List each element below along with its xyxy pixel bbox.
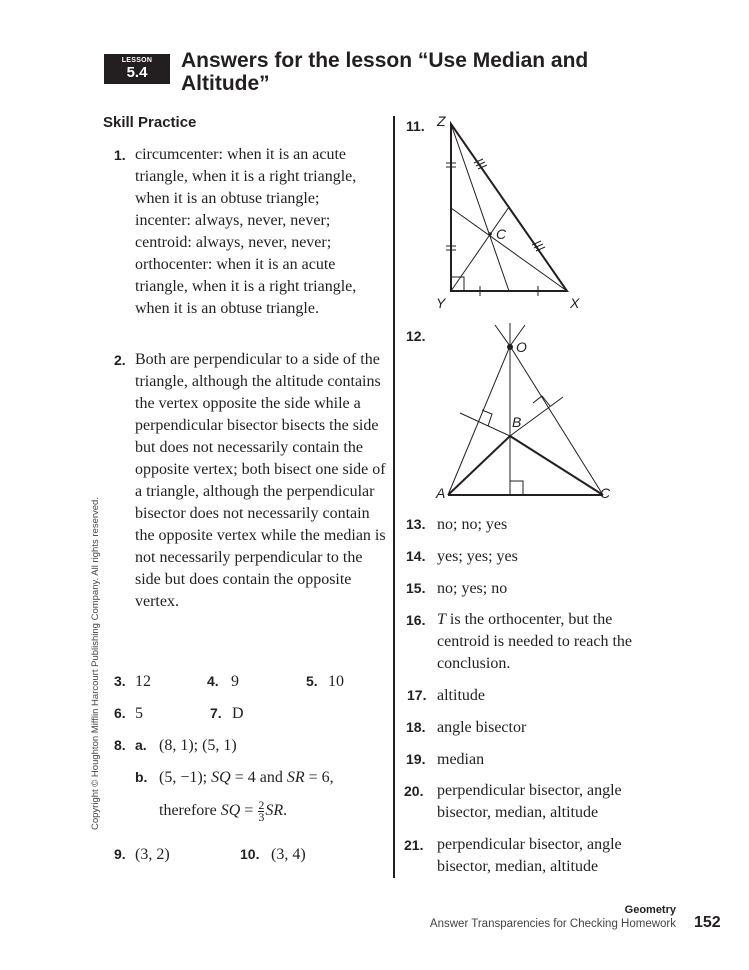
answer-text: no; no; yes <box>437 516 508 533</box>
math-var: SQ <box>211 769 231 786</box>
answer-text: perpendicular bisector, angle bisector, median, altitude <box>437 782 622 821</box>
answer-1 <box>114 144 379 320</box>
point-label-b: B <box>512 414 522 430</box>
answer-number: 4. <box>207 673 219 689</box>
answer-text: therefore <box>159 802 221 820</box>
answer-text: is the orthocenter, but the centroid is needed to reach the conclusion. <box>437 611 633 672</box>
answer-number: 16. <box>406 612 426 628</box>
answer-7 <box>210 702 244 725</box>
answer-number: 6. <box>114 705 126 721</box>
point-label-c: C <box>496 226 507 242</box>
answer-text: 10 <box>328 673 344 690</box>
answer-number: 18. <box>406 719 426 735</box>
answer-text: (3, 2) <box>135 846 170 863</box>
answer-number: 19. <box>406 751 426 767</box>
answer-14 <box>406 545 518 568</box>
answer-20 <box>404 780 654 824</box>
answer-text: (8, 1); (5, 1) <box>159 737 237 754</box>
lesson-badge-label: LESSON <box>121 57 153 64</box>
answer-text: altitude <box>437 687 485 704</box>
answer-number: 13. <box>406 516 426 532</box>
answer-text: perpendicular bisector, angle bisector, median, altitude <box>437 836 622 875</box>
math-var: T <box>437 611 446 628</box>
answer-number: 15. <box>406 580 426 596</box>
answer-13 <box>406 513 507 536</box>
answer-text: (5, −1); <box>159 769 212 786</box>
vertex-label-c: C <box>600 485 611 501</box>
page-title: Answers for the lesson “Use Median and Altitude” <box>181 49 589 95</box>
answer-4 <box>207 670 239 693</box>
answer-number: 10. <box>240 846 260 862</box>
lesson-badge <box>104 54 170 84</box>
answer-text: no; yes; no <box>437 580 508 597</box>
section-title: Skill Practice <box>103 114 197 131</box>
answer-8a <box>114 734 237 757</box>
footer-subject: Geometry <box>624 904 676 916</box>
triangle-abc-diagram <box>400 315 620 505</box>
fraction-numerator: 2 <box>258 798 265 812</box>
lesson-badge-number: 5.4 <box>126 64 148 81</box>
answer-number: 3. <box>114 673 126 689</box>
answer-part-label: a. <box>135 737 147 753</box>
answer-text: = 6, <box>304 769 334 786</box>
answer-21 <box>404 834 654 878</box>
answer-text: . <box>283 802 288 820</box>
answer-number: 12. <box>406 328 426 344</box>
fraction <box>258 800 264 823</box>
answer-5 <box>306 670 344 693</box>
answer-18 <box>406 716 526 739</box>
answer-15 <box>406 577 507 600</box>
answer-number: 20. <box>404 783 424 799</box>
answer-text: (3, 4) <box>271 846 306 863</box>
vertex-label-x: X <box>570 295 580 311</box>
math-var: SR <box>265 802 284 820</box>
answer-9 <box>114 843 170 866</box>
answer-text: Both are perpendicular to a side of the triangle, although the altitude contains the vertex opposite the side while a perpendicular bisector bisects the side but does not necessarily contain the opposite vertex; both bisect one side of a triangle, although the perpendicular bisector does not necessarily contain the opposite vertex while the median is not necessarily perpendicular to the side but does contain the opposite vertex. <box>135 351 386 610</box>
answer-text: 12 <box>135 673 151 690</box>
answer-10 <box>240 843 306 866</box>
triangle-zyx-diagram <box>400 105 600 315</box>
answer-number: 7. <box>210 705 222 721</box>
answer-number: 9. <box>114 846 126 862</box>
fraction-denominator: 3 <box>258 810 265 824</box>
answer-text: yes; yes; yes <box>437 548 518 565</box>
answer-number: 8. <box>114 737 126 753</box>
answer-number: 21. <box>404 837 424 853</box>
answer-19 <box>406 748 484 771</box>
answer-2 <box>114 349 389 613</box>
answer-17 <box>407 684 485 707</box>
math-var: SQ <box>220 802 241 820</box>
answer-number: 2. <box>114 352 126 368</box>
answer-text: 9 <box>231 673 239 690</box>
page-number: 152 <box>694 914 721 931</box>
answer-number: 14. <box>406 548 426 564</box>
answer-text: circumcenter: when it is an acute triangle, when it is a right triangle, when it is an obtuse triangle; incenter: always, never, never; centroid: always, never, never; orthocenter: when it is an acute triangle, when it is a right triangle, when it is an obtuse triangle. <box>135 146 357 317</box>
vertex-label-a: A <box>436 485 446 501</box>
answer-number: 11. <box>406 118 425 134</box>
vertex-label-y: Y <box>436 295 446 311</box>
answer-number: 5. <box>306 673 318 689</box>
answer-text: 5 <box>135 705 143 722</box>
answer-number: 17. <box>407 687 427 703</box>
math-var: SR <box>286 769 305 786</box>
copyright-notice: Copyright © Houghton Mifflin Harcourt Publishing Company. All rights reserved. <box>90 497 101 830</box>
vertex-label-z: Z <box>437 113 446 129</box>
column-divider <box>393 116 395 878</box>
answer-8b <box>135 766 334 789</box>
answer-text: = <box>240 802 258 820</box>
answer-3 <box>114 670 151 693</box>
answer-part-label: b. <box>135 769 148 785</box>
answer-text: angle bisector <box>437 719 527 736</box>
answer-text: D <box>232 705 244 722</box>
footer-subtitle: Answer Transparencies for Checking Homework <box>429 918 676 930</box>
answer-16 <box>406 609 646 675</box>
answer-number: 1. <box>114 147 126 163</box>
answer-text: median <box>437 751 485 768</box>
answer-8b-conclusion <box>159 800 287 823</box>
point-label-o: O <box>516 339 527 355</box>
answer-text: = 4 and <box>230 769 287 786</box>
answer-6 <box>114 702 143 725</box>
